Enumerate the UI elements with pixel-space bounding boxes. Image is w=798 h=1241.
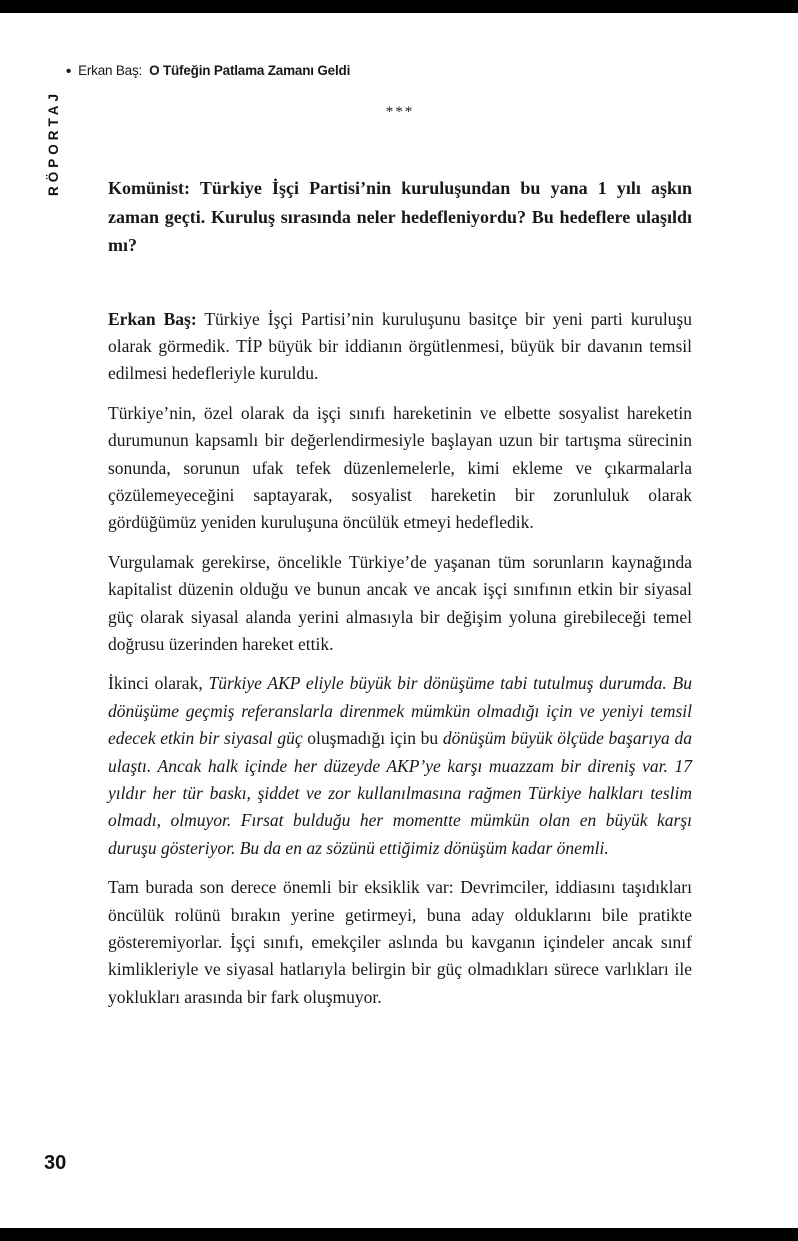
question-paragraph	[108, 174, 692, 260]
header-title: O Tüfeğin Patlama Zamanı Geldi	[149, 63, 351, 78]
section-label-roportaj: RÖPORTAJ	[46, 90, 61, 197]
running-header	[66, 62, 350, 79]
text-segment: İkinci olarak,	[108, 673, 209, 694]
body-paragraph	[108, 874, 692, 1011]
text-segment: Türkiye İşçi Partisi’nin kuruluşunu basitçe bir yeni parti kuruluşu olarak görmedik. TİP büyük bir iddianın örgütlenmesi, büyük bir davanın temsil edilmesi hedefleriyle kuruldu.	[108, 308, 692, 384]
text-segment: Vurgulamak gerekirse, öncelikle Türkiye’de yaşanan tüm sorunların kaynağında kapitalist düzenin olduğu ve bunun ancak ve ancak işçi sınıfının etkin bir siyasal güç olarak siyasal alanda yerini almasıyla bir değişim yoluna girebileceği temel doğrusu üzerinden hareket ettik.	[108, 551, 692, 654]
header-author: Erkan Baş:	[78, 63, 143, 78]
text-segment: Erkan Baş:	[108, 308, 197, 329]
page-number: 30	[44, 1152, 67, 1174]
page-bottom-edge	[0, 1228, 798, 1241]
text-segment: Türkiye’nin, özel olarak da işçi sınıfı hareketinin ve elbette sosyalist hareketin durumunun kapsamlı bir değerlendirmesiyle başlayan uzun bir tartışma sürecinin sonunda, sorunun ufak tefek düzenlemelerle, kimi ekleme ve çıkarmalarla çözülemeyeceğini saptayarak, sosyalist hareketin bir zorunluluk olarak gördüğümüz yeniden kuruluşuna öncülük etmeyi hedefledik.	[108, 402, 692, 533]
body-paragraph	[108, 400, 692, 537]
text-segment: Tam burada son derece önemli bir eksiklik var: Devrimciler, iddiasını taşıdıkları öncülük rolünü bırakın yerine getirmeyi, buna aday olduklarını bile pratikte gösteremiyorlar. İşçi sınıfı, emekçiler aslında bu kavganın içindeler ancak sınıf kimlikleriyle ve siyasal hatlarıyla belirgin bir güç olmadıkları sürece varlıkları ile yoklukları arasında bir fark oluşmuyor.	[108, 877, 692, 1007]
body-paragraph	[108, 670, 692, 862]
text-segment: Komünist: Türkiye İşçi Partisi’nin kuruluşundan bu yana 1 yılı aşkın zaman geçti. Kuruluş sırasında neler hedefleniyordu? Bu hedeflere ulaşıldı mı?	[108, 178, 692, 255]
text-segment: dönüşüm büyük ölçüde başarıya da ulaştı. Ancak halk içinde her düzeyde AKP’ye karşı muazzam bir direniş var. 17 yıldır her tür baskı, şiddet ve zor kullanılmasına rağmen Türkiye halkları teslim olmadı, olmuyor. Fırsat bulduğu her momentte mümkün olan en büyük karşı duruşu gösteriyor. Bu da en az sözünü ettiğimiz dönüşüm kadar önemli.	[108, 728, 692, 858]
bullet-icon: •	[66, 63, 72, 80]
text-segment: Türkiye AKP eliyle büyük bir dönüşüme tabi tutulmuş durumda. Bu dönüşüme geçmiş referanslarla direnmek mümkün olmadığı için ve yeniyi temsil edecek etkin bir siyasal güç	[108, 673, 692, 749]
paragraphs	[108, 174, 692, 1023]
section-separator: ***	[385, 104, 415, 120]
page-top-edge	[0, 0, 798, 13]
body-paragraph	[108, 549, 692, 659]
text-segment: oluşmadığı için bu	[302, 728, 443, 749]
body-paragraph	[108, 306, 692, 388]
